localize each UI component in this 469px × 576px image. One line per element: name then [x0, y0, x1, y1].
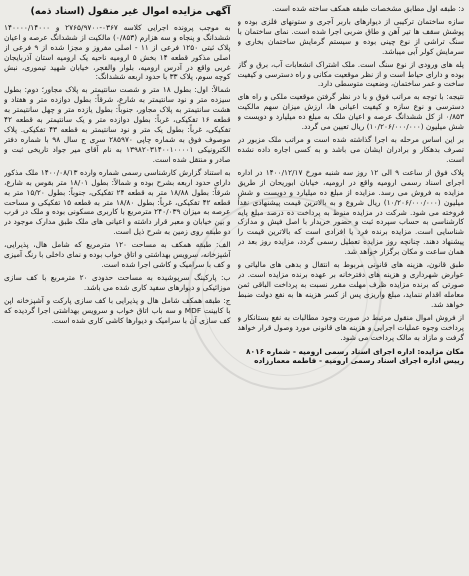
notice-footer: [238, 347, 465, 367]
notice-title: آگهی مزایده اموال غیر منقول (اسناد ذمه): [30, 6, 231, 17]
right-paragraph: طبق قانون، هزینه های قانونی مربوط به انتقال و بدهی های مالیاتی و عوارض شهرداری و هزینه های دفترخانه بر عهده برنده مزایده است. در صورتی که برنده مزایده ظرف مهلت مقرر نسبت به پرداخت الباقی ثمن معامله اقدام ننماید، مبلغ واریزی پس از کسر هزینه ها به نفع دولت ضبط خواهد شد.: [237, 260, 464, 309]
right-text-column: [238, 4, 465, 572]
right-paragraph: از فروش اموال منقول مرتبط در صورت وجود مطالبات به نفع بستانکار و پرداخت وجوه عملیات اجرایی و هزینه های قانونی مورد وصول قرار خواهد گرفت و مازاد به مالک پرداخت می شود.: [237, 312, 464, 342]
right-paragraph: پله های ورودی از نوع سنگ است. ملک اشتراک انشعابات آب، برق و گاز بوده و دارای حیاط است و از نظر موقعیت مکانی و راه دسترسی و کیفیت ساخت و عمر ساختمان، وضعیت متوسطی دارد.: [237, 59, 464, 89]
signature-line: رییس اداره اجرای اسناد رسمی ارومیه - فاطمه معمارزاده: [254, 356, 464, 366]
left-paragraph: به موجب پرونده اجرایی کلاسه ۰۳۶۷-۲۷۶۵/۹۷۰۰ و ۱۴۰۰۰۰/۱۴۰۰۰ ششدانگ و پنجاه و سه هزارم (۰/۸۵۳) مالکیت از ششدانگ عرصه و اعیان پلاک ثبتی ۱۲۵۰ فرعی از ۱۱ - اصلی مفروز و مجزا شده از ۹ فرعی از اصلی مذکور قطعه ۱۴ بخش ۵ ارومیه ناحیه یک ارومیه استان آذربایجان غربی واقع در آدرس ارومیه، بلوار والفجر، خیابان شهید تیموری، نبش کوچه سوم، پلاک ۳۳ با حدود اربعه ششدانگ:: [4, 22, 231, 82]
left-paragraph: ج: طبقه همکف شامل هال و پذیرایی با کف سازی پارکت و آشپزخانه اپن با کابینت MDF و سه باب اتاق خواب و سرویس بهداشتی اجرا گردیده که کف سازی آن با سرامیک و دیوارها کاشی کاری شده است.: [4, 295, 231, 325]
right-paragraph: پلاک فوق از ساعت ۹ الی ۱۲ روز سه شنبه مورخ ۱۴۰۰/۱۲/۱۷ در اداره اجرای اسناد رسمی ارومیه واقع در ارومیه، خیابان ابوریحان از طریق مزایده به فروش می رسد. مزایده از مبلغ ده میلیارد و دویست و شش میلیون (۱۰/۲۰۶/۰۰۰/۰۰۰) ریال شروع و به بالاترین قیمت پیشنهادی نقداً فروخته می شود. شرکت در مزایده منوط به پرداخت ده درصد مبلغ پایه کارشناسی به حساب سپرده ثبت و حضور خریدار با اصل فیش و مدارک شناسایی است. مزایده برنده فرد یا افرادی است که بالاترین قیمت را پیشنهاد دهند. چنانچه روز مزایده تعطیل رسمی گردد، مزایده روز بعد در همان ساعت و مکان برگزار خواهد شد.: [237, 167, 464, 257]
right-paragraph: سازه ساختمان ترکیبی از دیوارهای باربر آجری و ستونهای فلزی بوده و پوشش سقف ها تیر آهن و طاق ضربی اجرا شده است. نمای ساختمان با سنگ تراشی از نوع چینی بوده و سیستم گرمایش ساختمان بخاری و سرمایش کولر آبی میباشد.: [237, 16, 464, 56]
left-paragraph: شمالاً: اول: بطول ۱۸ متر و شصت سانتیمتر به پلاک مجاور؛ دوم: بطول سیزده متر و نود سانتیمتر به شارع، شرقاً: بطول دوازده متر و هفتاد و هشت سانتیمتر به پلاک مجاور، جنوباً: بطول یازده متر و چهل سانتیمتر به قطعه ۱۶ تفکیکی، غرباً: بطول دوازده متر و یک سانتیمتر به قطعه ۴۲ تفکیکی، غرباً: بطول یک متر و نود سانتیمتر به قطعه ۴۳ تفکیکی. پلاک موصوف فوق به شماره چاپی ۲۸۵۹۷۰ سری ج سال ۹۸ با شماره دفتر الکترونیکی ۱۳۹۸۲۰۳۱۴۰۰۱۰۰۰۰۱ به نام آقای میر جواد تاریخی ثبت و صادر و منتقل شده است.: [4, 85, 231, 164]
left-paragraph: الف: طبقه همکف به مساحت ۱۲۰ مترمربع که شامل هال، پذیرایی، آشپزخانه، سرویس بهداشتی و اتاق خواب بوده و نمای داخلی با رنگ آمیزی و کف با سرامیک و کاشی اجرا شده است.: [4, 240, 231, 270]
left-text-column: [4, 4, 231, 572]
auction-location-line: مکان مزایده: اداره اجرای اسناد رسمی ارومیه - شماره ۸۰۱۶: [246, 346, 464, 356]
left-paragraph: به استناد گزارش کارشناسی رسمی شماره وارده ۱۴۰۰/۰۸/۱۳ ملک مذکور دارای حدود اربعه بشرح بوده و شمالاً: بطول ۱۸/۰۱ متر بقوس به شارع، شرقاً: بطول ۱۸/۸۸ متر به قطعه ۲۴ تفکیکی، جنوباً: بطول ۱۵/۲۰ متر به قطعه ۴۲ تفکیکی، غرباً: بطول ۱۸/۸۰ متر به قطعه ۱۵ تفکیکی و مساحت عرصه به میزان ۲۴۰/۰۳۹ مترمربع با کاربری مسکونی بوده و ملک در قرب و بین خیابان و معبر قرار داشته و اعیانی های ملک طبق مدارک موجود در دو طبقه روی زمین به شرح ذیل است.: [4, 167, 231, 237]
right-paragraph: بر این اساس مرحله به اجرا گذاشته شده است و مراتب ملک مزبور در تصرف بدهکار و برادران ایشان می باشد و به کسی اجاره داده نشده است.: [237, 135, 464, 164]
right-paragraph: نتیجه: با توجه به مراتب فوق و با در نظر گرفتن موقعیت ملکی و راه های دسترسی و نوع سازه و کیفیت اعیانی ها، ارزش میزان سهم مالکیت ۰/۸۵۳ از کل ششدانگ عرصه و اعیان ملک به مبلغ ده میلیارد و دویست و شش میلیون (۱۰/۲۰۶/۰۰۰/۰۰۰) ریال تعیین می گردد.: [237, 92, 464, 132]
left-paragraph: ب: پارکینگ سرپوشیده به مساحت حدودی ۲۰ مترمربع با کف سازی موزائیکی و دیوارهای سفید کاری شده می باشد.: [4, 272, 231, 292]
right-paragraph: د: طبقه اول مطابق مشخصات طبقه همکف ساخته شده است.: [272, 4, 464, 13]
